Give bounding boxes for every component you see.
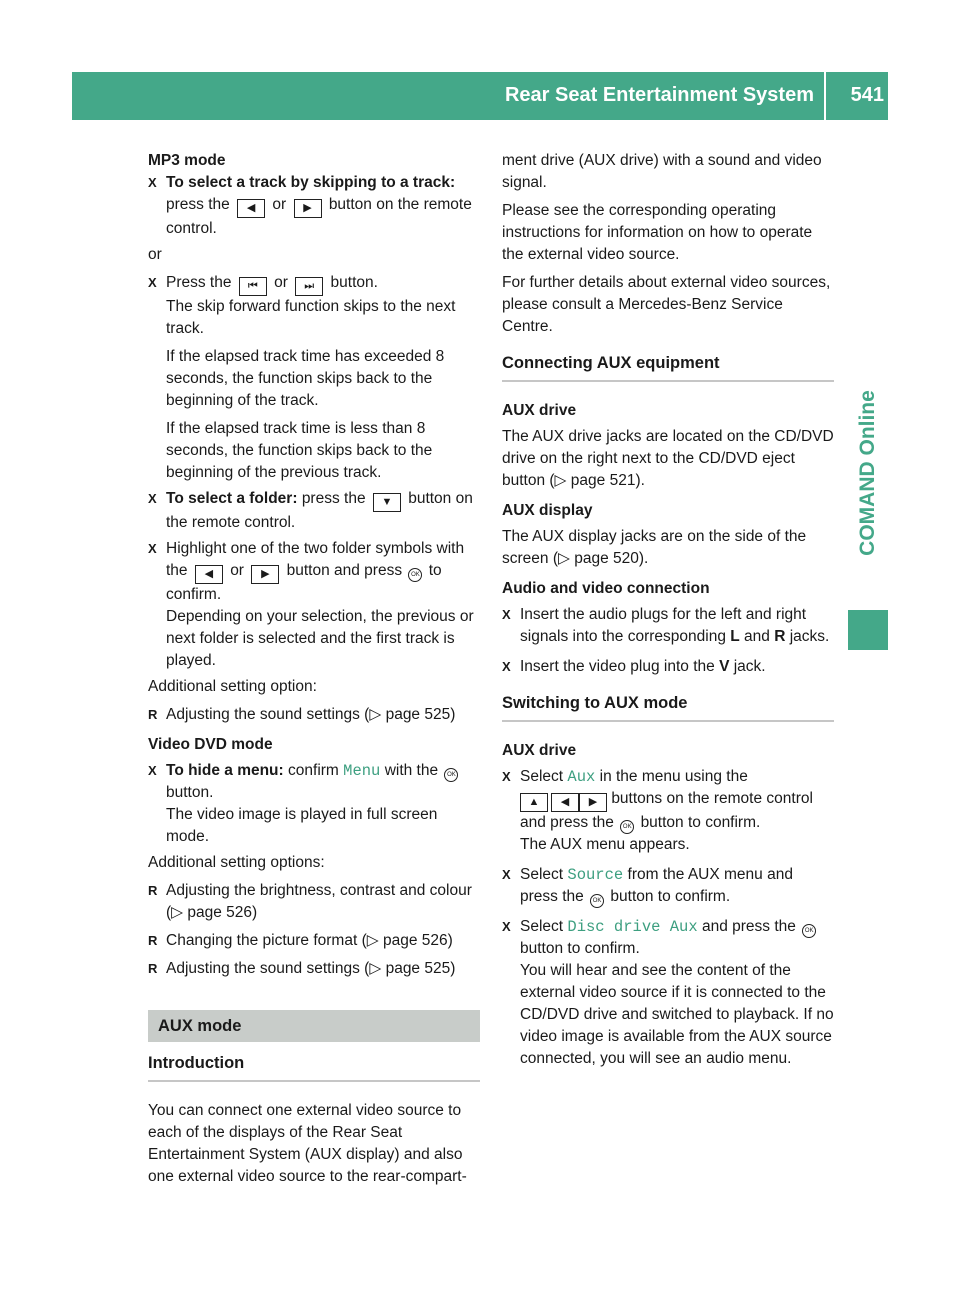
step-select-source: X Select Source from the AUX menu and press the OK button to confirm. <box>502 864 834 908</box>
or-text: or <box>148 246 162 263</box>
down-key-icon: ▼ <box>373 493 401 512</box>
instructions-text: Please see the corresponding operating instructions for information on how to operate the external video source. <box>502 202 813 263</box>
sidebar-marker <box>848 610 888 650</box>
step-select-aux: X Select Aux in the menu using the ▲ ◀ ▶ buttons on the remote control and press the OK button to confirm. The AUX menu appears. <box>502 766 834 856</box>
aux-drive-text: The AUX drive jacks are located on the CD/DVD drive on the right next to the CD/DVD eject button (▷ page 521). <box>502 428 834 489</box>
additional-options: Additional setting options: <box>148 854 325 871</box>
left-key-icon: ◀ <box>551 793 579 812</box>
ok-button-icon: OK <box>408 568 422 582</box>
bullet-picture-format: R Changing the picture format (▷ page 526) <box>148 930 480 952</box>
header-title: Rear Seat Entertainment System <box>504 84 814 106</box>
section-switching-aux: Switching to AUX mode <box>502 692 834 722</box>
prev-key-icon: ⏮ <box>239 277 267 296</box>
continued-text: ment drive (AUX drive) with a sound and video signal. <box>502 152 822 191</box>
step-select-folder: X To select a folder: press the ▼ button on the remote control. <box>148 488 480 534</box>
header-separator <box>824 72 826 120</box>
bullet-sound-settings: R Adjusting the sound settings (▷ page 525) <box>148 704 480 726</box>
step-skip-track: X To select a track by skipping to a track: press the ◀ or ▶ button on the remote control. <box>148 172 480 240</box>
bullet-sound-settings-2: R Adjusting the sound settings (▷ page 525) <box>148 958 480 980</box>
ok-button-icon: OK <box>590 894 604 908</box>
left-column <box>148 150 480 1194</box>
additional-option: Additional setting option: <box>148 678 317 695</box>
av-connection-heading: Audio and video connection <box>502 580 710 597</box>
menu-display-text: Menu <box>343 762 381 780</box>
mp3-heading: MP3 mode <box>148 152 226 169</box>
switch-aux-drive-heading: AUX drive <box>502 742 577 759</box>
step-highlight-folder: X Highlight one of the two folder symbols with the ◀ or ▶ button and press OK to confirm. Depending on your selection, the previous or next folder is selected and the first track is played. <box>148 538 480 672</box>
left-key-icon: ◀ <box>195 565 223 584</box>
section-connecting-aux: Connecting AUX equipment <box>502 352 834 382</box>
page-number: 541 <box>850 84 884 106</box>
right-key-icon: ▶ <box>294 199 322 218</box>
left-key-icon: ◀ <box>237 199 265 218</box>
aux-display-text: The AUX display jacks are on the side of the screen (▷ page 520). <box>502 528 807 567</box>
step-hide-menu: X To hide a menu: confirm Menu with the OK button. The video image is played in full screen mode. <box>148 760 480 848</box>
dvd-heading: Video DVD mode <box>148 736 273 753</box>
bullet-brightness: R Adjusting the brightness, contrast and colour (▷ page 526) <box>148 880 480 924</box>
aux-display-text: Aux <box>567 768 596 786</box>
intro-heading: Introduction <box>148 1052 480 1082</box>
right-key-icon: ▶ <box>579 793 607 812</box>
aux-mode-bar: AUX mode <box>148 1010 480 1042</box>
aux-display-heading: AUX display <box>502 502 593 519</box>
aux-drive-heading: AUX drive <box>502 402 577 419</box>
ok-button-icon: OK <box>620 820 634 834</box>
step-press-skip: X Press the ⏮ or ⏭ button. The skip forward function skips to the next track. If the elapsed track time has exceeded 8 seconds, the function skips back to the beginning of the track. If the elapsed track time is less than 8 seconds, the function skips back to the beginning of the previous track. <box>148 272 480 484</box>
up-key-icon: ▲ <box>520 793 548 812</box>
details-text: For further details about external video sources, please consult a Mercedes-Benz Service Centre. <box>502 274 831 335</box>
right-key-icon: ▶ <box>251 565 279 584</box>
sidebar-label: COMAND Online <box>856 390 879 556</box>
right-column <box>502 150 834 1074</box>
next-key-icon: ⏭ <box>295 277 323 296</box>
disc-drive-display-text: Disc drive Aux <box>567 918 698 936</box>
source-display-text: Source <box>567 866 624 884</box>
page-header <box>72 72 888 120</box>
step-video-plug: X Insert the video plug into the V jack. <box>502 656 834 678</box>
sidebar-tab <box>848 342 888 604</box>
ok-button-icon: OK <box>444 768 458 782</box>
step-select-disc-drive: X Select Disc drive Aux and press the OK button to confirm. You will hear and see the content of the external video source if it is connected to the CD/DVD drive and switched to playback. If no video image is available from the AUX source connected, you will see an audio menu. <box>502 916 834 1070</box>
ok-button-icon: OK <box>802 924 816 938</box>
step-audio-plugs: X Insert the audio plugs for the left and right signals into the corresponding L and R jacks. <box>502 604 834 648</box>
intro-text: You can connect one external video source to each of the displays of the Rear Seat Entertainment System (AUX display) and also one external video source to the rear-compart- <box>148 1102 467 1185</box>
